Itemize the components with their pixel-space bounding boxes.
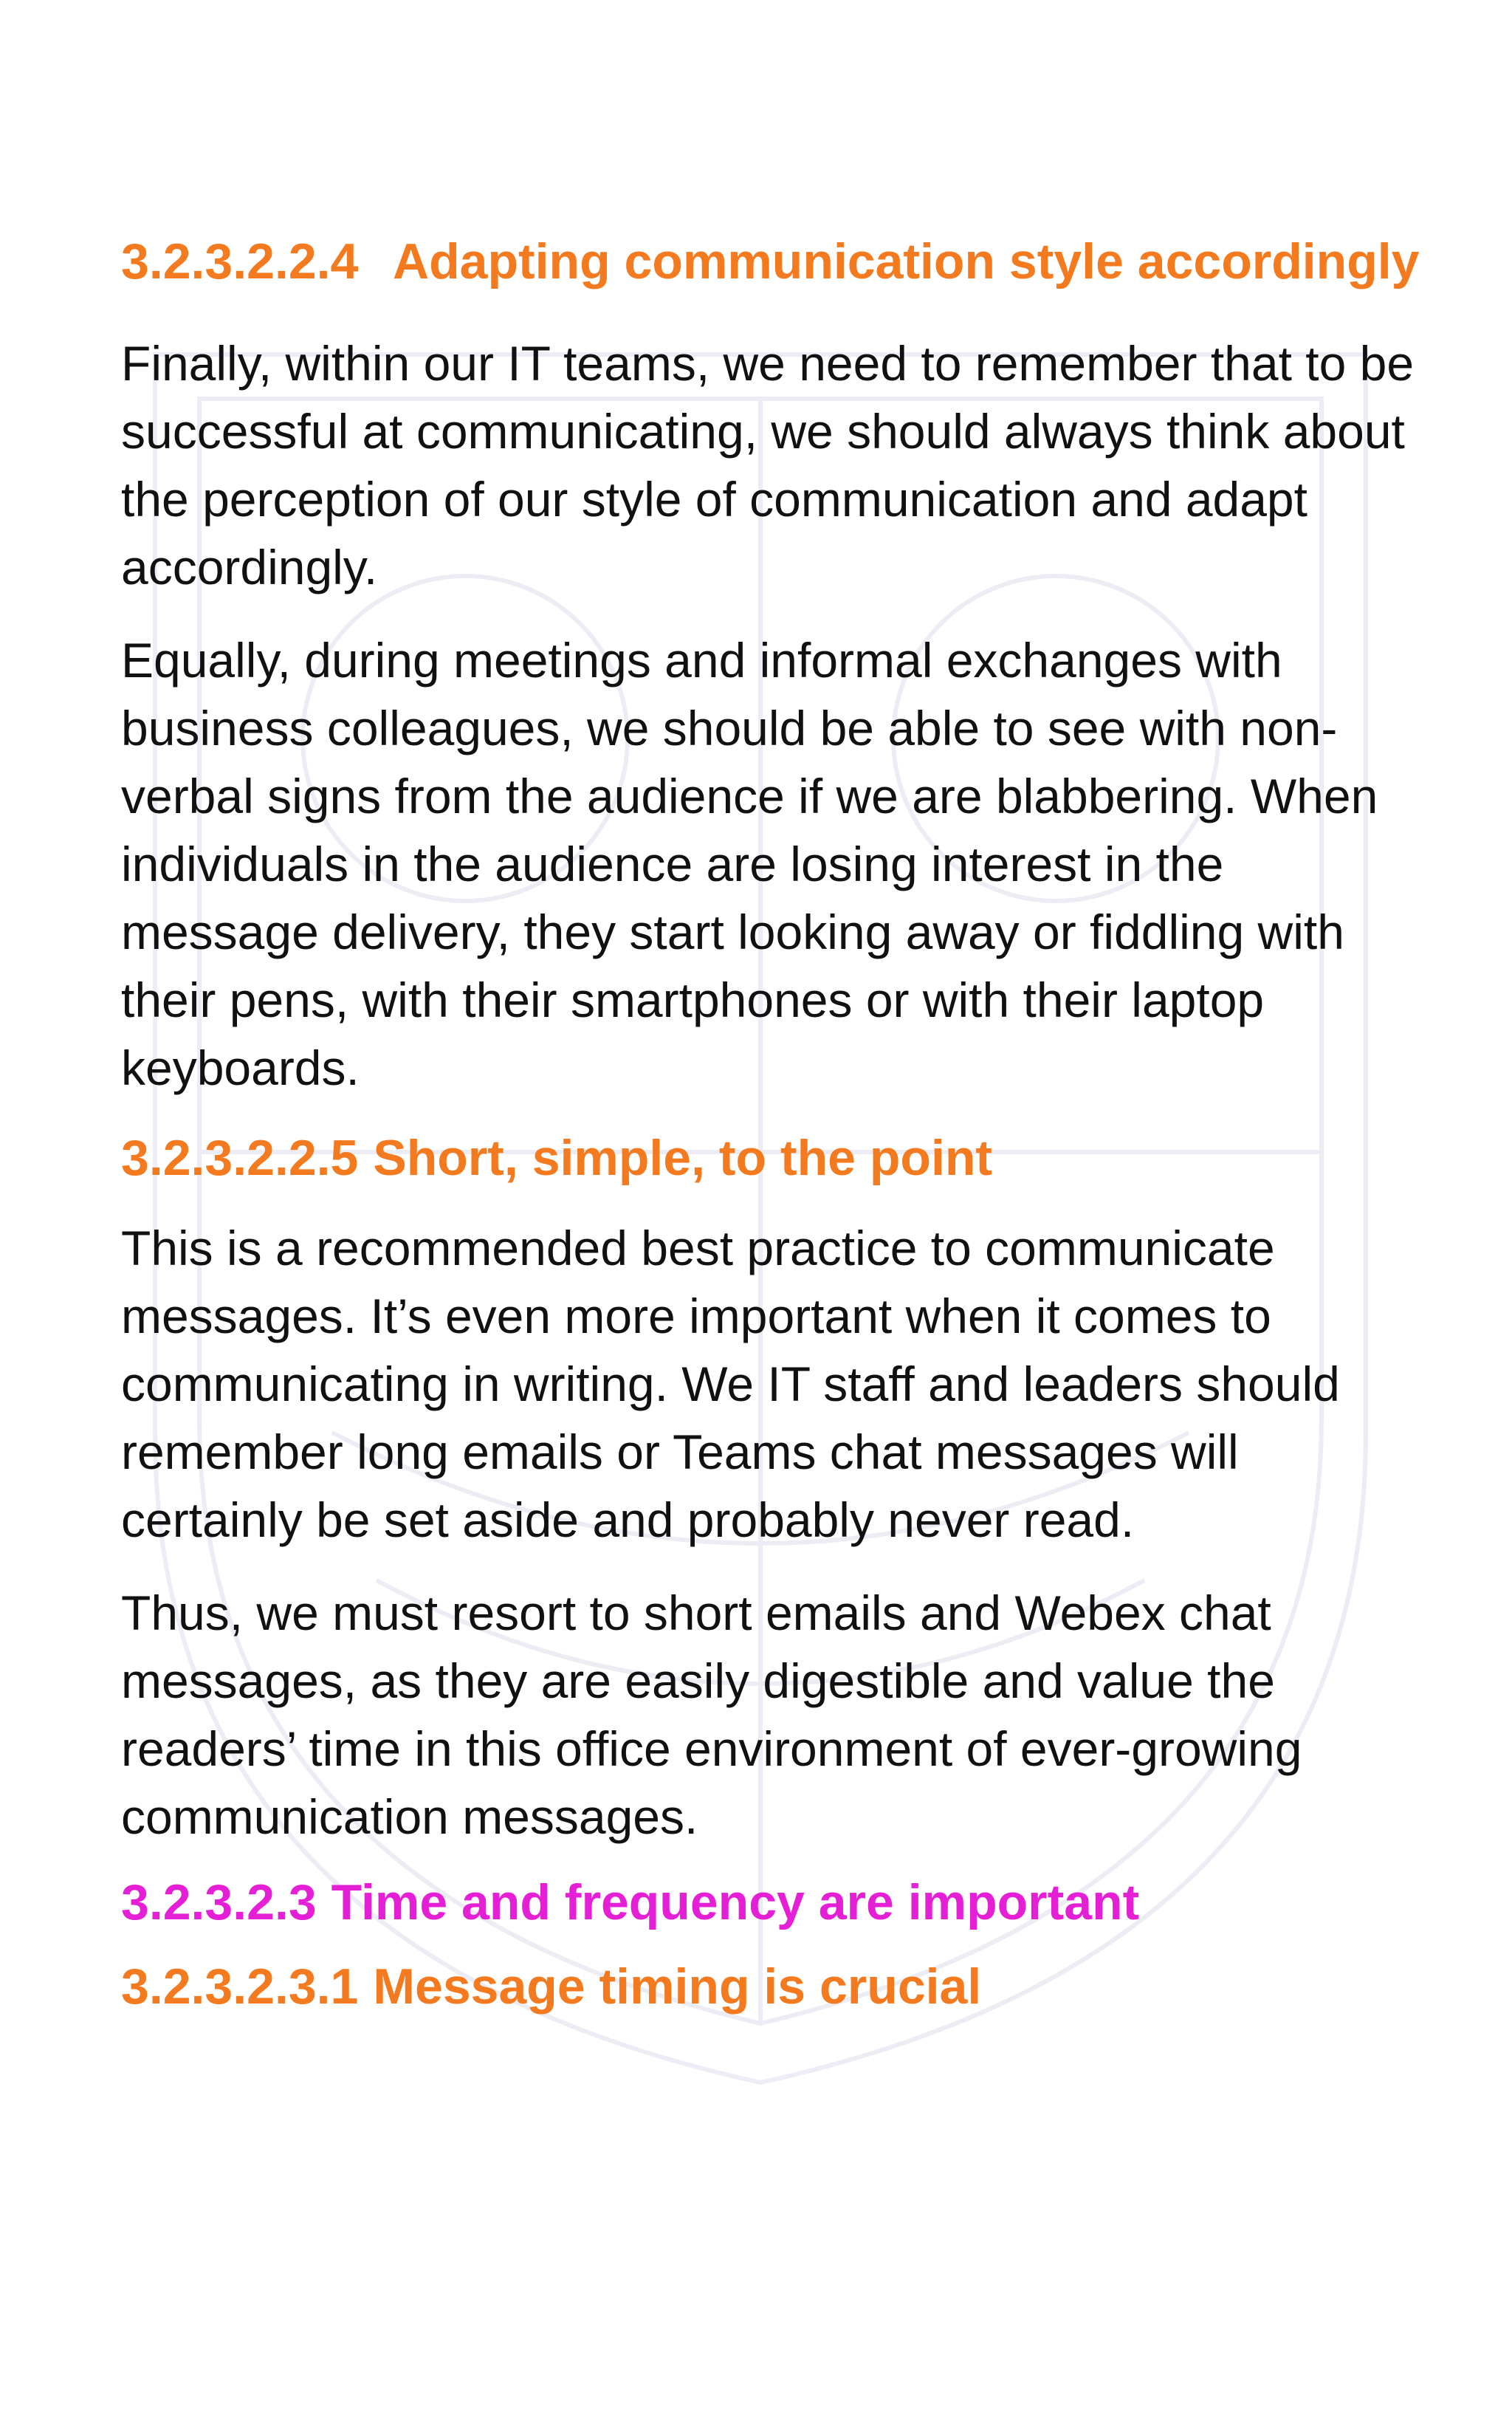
document-body bbox=[121, 232, 1420, 2016]
heading-message-timing bbox=[121, 1957, 1420, 2016]
paragraph: Equally, during meetings and informal exchanges with business colleagues, we should be able to see with non-verbal signs from the audience if we are blabbering. When individuals in the audience are losing interest in the message delivery, they start looking away or fiddling with their pens, with their smartphones or with their laptop keyboards. bbox=[121, 633, 1378, 1095]
heading-short-simple bbox=[121, 1128, 1420, 1187]
heading-time-and-frequency bbox=[121, 1873, 1420, 1932]
heading-title: Short, simple, to the point bbox=[373, 1130, 993, 1186]
heading-adapting-communication-style bbox=[121, 232, 1420, 291]
heading-number: 3.2.3.2.3 bbox=[121, 1874, 317, 1930]
paragraph: This is a recommended best practice to communicate messages. It’s even more important when it comes to communicating in writing. We IT staff and leaders should remember long emails or Teams chat messages will certainly be set aside and probably never read. bbox=[121, 1221, 1340, 1547]
paragraph: Thus, we must resort to short emails and Webex chat messages, as they are easily digestible and value the readers’ time in this office environment of ever-growing communication messages. bbox=[121, 1586, 1302, 1844]
heading-number: 3.2.3.2.3.1 bbox=[121, 1958, 359, 2015]
heading-title: Time and frequency are important bbox=[331, 1874, 1140, 1930]
heading-title: Message timing is crucial bbox=[373, 1958, 982, 2015]
paragraph: Finally, within our IT teams, we need to remember that to be successful at communicating, we should always think about the perception of our style of communication and adapt accordingly. bbox=[121, 336, 1415, 594]
heading-number: 3.2.3.2.2.5 bbox=[121, 1130, 359, 1186]
heading-number: 3.2.3.2.2.4 bbox=[121, 233, 359, 289]
heading-title: Adapting communication style accordingly bbox=[393, 233, 1420, 289]
